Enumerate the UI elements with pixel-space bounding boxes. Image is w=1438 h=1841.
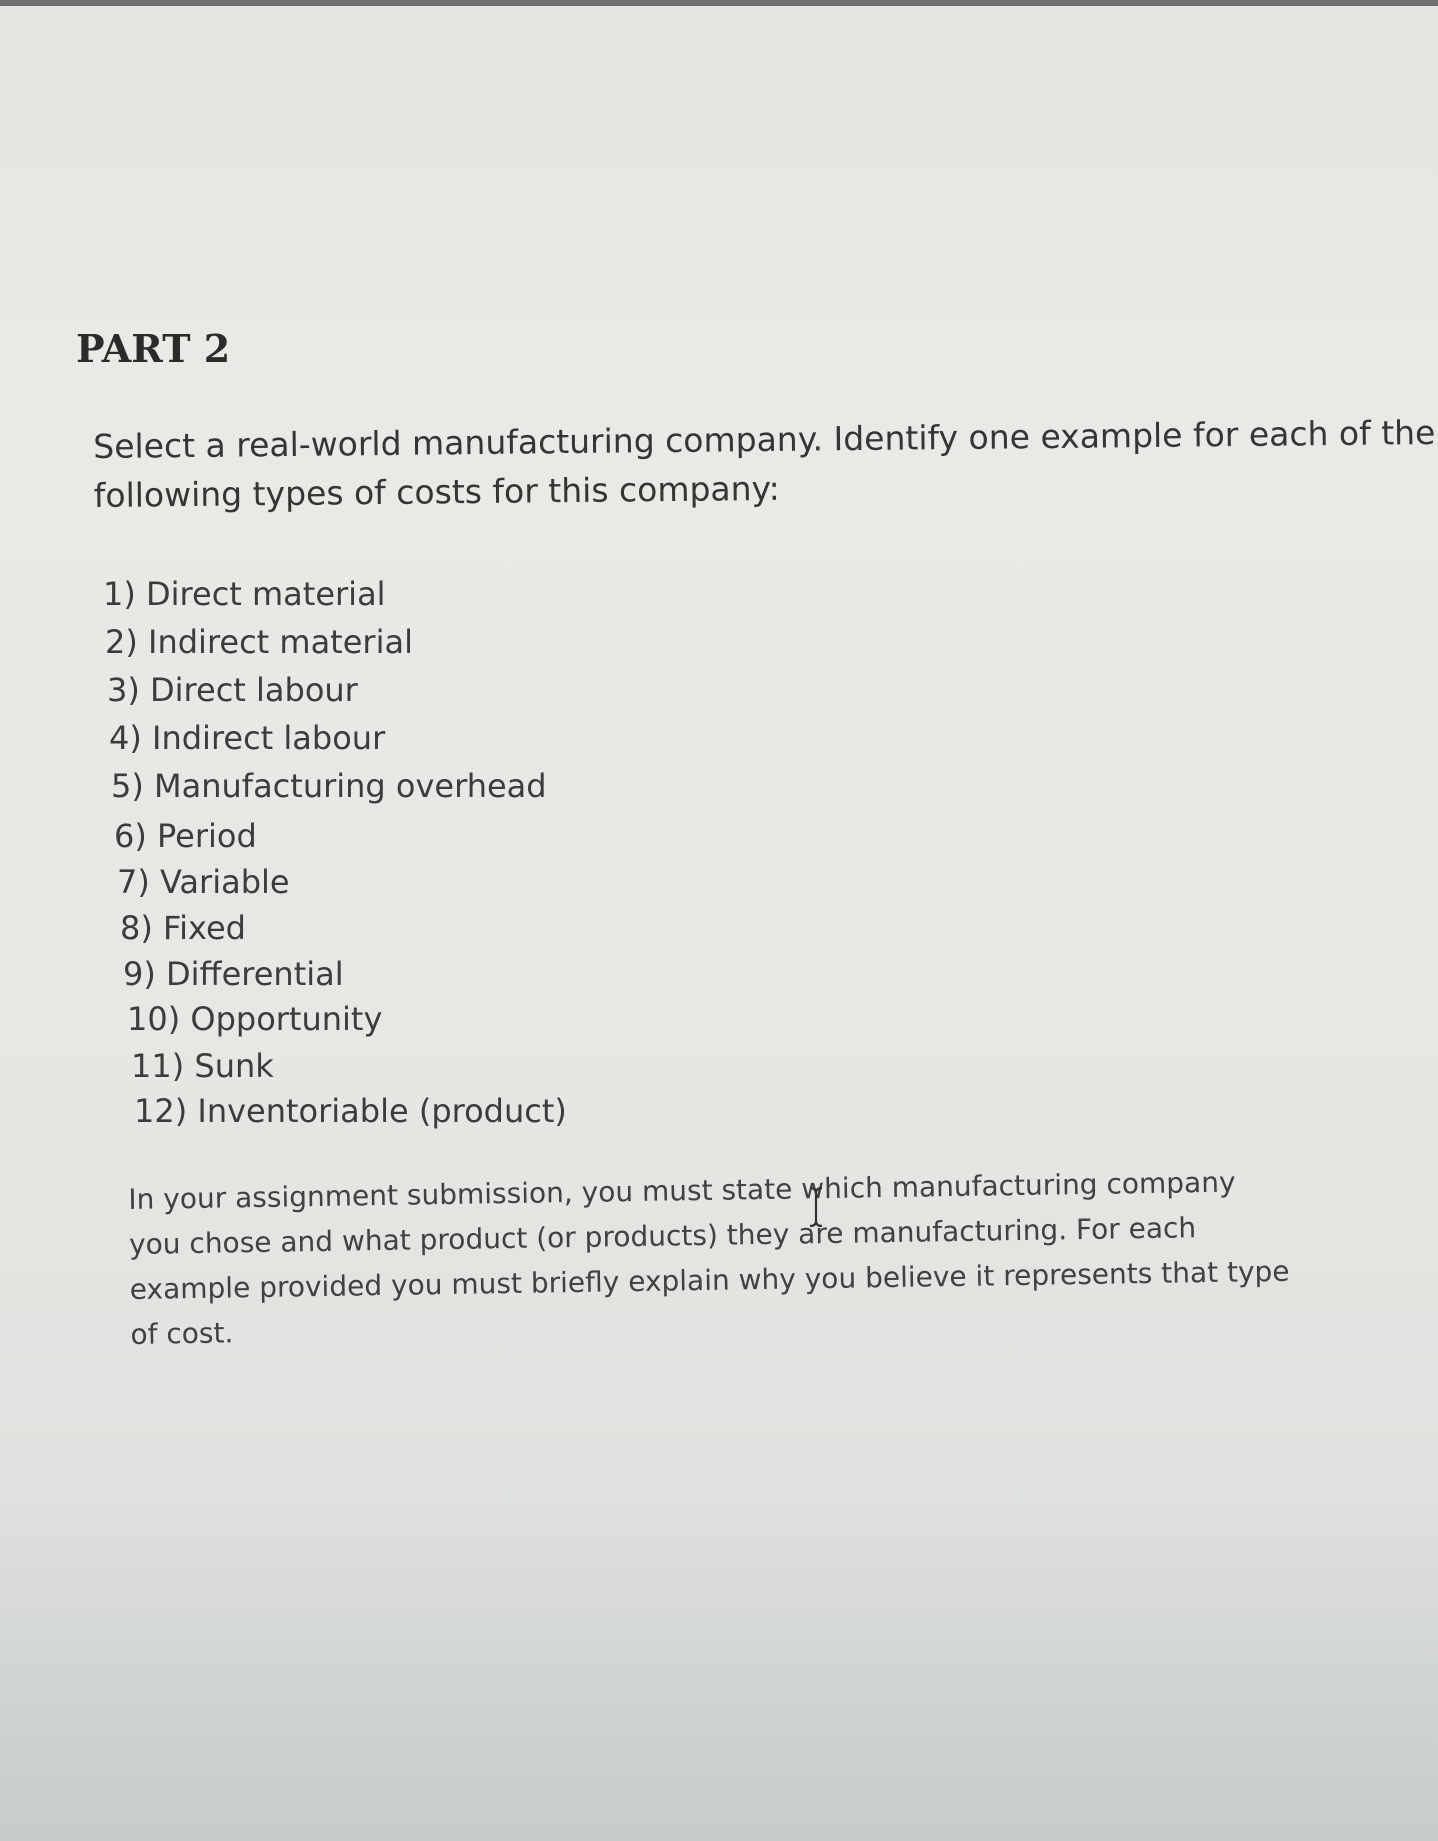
list-item: 7) Variable <box>117 863 290 901</box>
list-item: 1) Direct material <box>103 575 386 613</box>
instruction-line: example provided you must briefly explain why you believe it represents that type <box>129 1254 1290 1306</box>
instruction-line: you chose and what product (or products) they are manufacturing. For each <box>128 1211 1197 1261</box>
list-item: 3) Direct labour <box>107 671 358 709</box>
list-item: 10) Opportunity <box>127 1000 383 1038</box>
intro-paragraph <box>93 408 1436 520</box>
list-item: 6) Period <box>114 817 257 855</box>
screen-top-edge <box>0 0 1438 6</box>
list-item: 12) Inventoriable (product) <box>134 1092 567 1130</box>
instruction-line: of cost. <box>130 1316 234 1351</box>
list-item: 8) Fixed <box>120 909 246 947</box>
screen-bottom-shade <box>0 1500 1438 1841</box>
intro-line: following types of costs for this company: <box>93 468 781 515</box>
text-cursor-icon <box>808 1186 824 1228</box>
list-item: 5) Manufacturing overhead <box>111 767 547 805</box>
instructions-paragraph <box>128 1158 1351 1357</box>
list-item: 2) Indirect material <box>105 623 413 661</box>
page-title: PART 2 <box>76 326 231 371</box>
instruction-line: In your assignment submission, you must state which manufacturing company <box>128 1165 1236 1216</box>
list-item: 9) Differential <box>123 955 344 993</box>
intro-line: Select a real-world manufacturing company. Identify one example for each of the <box>93 412 1436 466</box>
list-item: 4) Indirect labour <box>109 719 386 757</box>
list-item: 11) Sunk <box>131 1047 274 1085</box>
